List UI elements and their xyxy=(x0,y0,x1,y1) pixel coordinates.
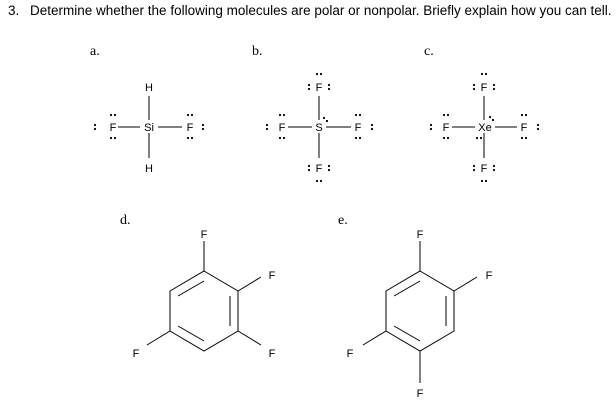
bond-c-f-upper-right xyxy=(454,277,477,291)
ring-double-bond-1 xyxy=(394,281,420,296)
atom-f-bottom: F xyxy=(480,163,488,175)
atom-f-bottom: F xyxy=(315,163,323,175)
atom-f-left: F xyxy=(442,122,450,134)
atom-si-center: Si xyxy=(144,122,154,134)
part-label-b: b. xyxy=(252,44,263,59)
ring-double-bond-3 xyxy=(394,326,420,341)
atom-f-right: F xyxy=(354,122,362,134)
atom-xe-center: Xe xyxy=(478,122,492,134)
atom-f-lower-right: F xyxy=(268,348,276,360)
atom-f-left: F xyxy=(278,122,286,134)
question-number: 3. xyxy=(8,3,20,18)
atom-f-top: F xyxy=(416,229,424,241)
part-label-e: e. xyxy=(338,213,348,228)
atom-f-right: F xyxy=(520,122,528,134)
atom-f-lower-left: F xyxy=(346,348,354,360)
atom-f-right: F xyxy=(186,122,194,134)
part-label-a: a. xyxy=(90,44,100,59)
bond-c-f-lower-left xyxy=(363,331,386,345)
atom-f-top: F xyxy=(315,82,323,94)
atom-f-bottom: F xyxy=(416,388,424,400)
question-text: Determine whether the following molecules are polar or nonpolar. Briefly explain how you can tell. xyxy=(30,3,612,18)
atom-h-top: H xyxy=(145,82,153,94)
atom-f-left: F xyxy=(109,122,117,134)
atom-s-center: S xyxy=(315,122,323,134)
atom-f-top: F xyxy=(480,82,488,94)
part-label-c: c. xyxy=(424,44,434,59)
part-label-d: d. xyxy=(120,213,131,228)
atom-h-bottom: H xyxy=(145,163,153,175)
atom-f-upper-right: F xyxy=(268,270,276,282)
atom-f-lower-left: F xyxy=(132,348,140,360)
atom-f-top: F xyxy=(200,229,208,241)
atom-f-upper-right: F xyxy=(485,270,493,282)
benzene-ring xyxy=(386,271,454,351)
